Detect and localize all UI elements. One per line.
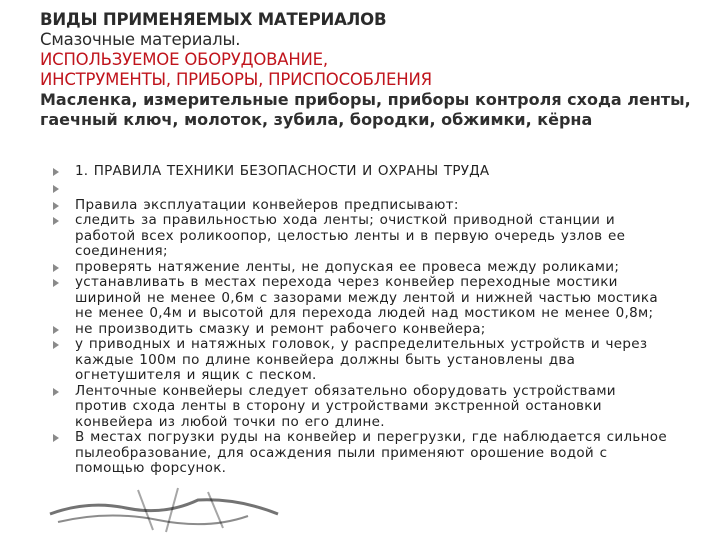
header-equipment: ИСПОЛЬЗУЕМОЕ ОБОРУДОВАНИЕ, (40, 50, 328, 69)
triangle-bullet-icon (53, 341, 59, 349)
triangle-bullet-icon (53, 326, 59, 334)
header-tools-list-line2: гаечный ключ, молоток, зубила, бородки, обжимки, кёрна (40, 110, 593, 129)
list-item-text: проверять натяжение ленты, не допуская ее провеса между роликами; (75, 258, 620, 275)
list-item (53, 260, 673, 276)
list-item (53, 430, 673, 477)
list-item-text: В местах погрузки руды на конвейер и перегрузки, где наблюдается сильное пылеобразование, для осаждения пыли применяют орошение водой с помощью форсунок. (75, 429, 667, 476)
list-item-text: следить за правильностью хода ленты; очисткой приводной станции и работой всех роликоопор, целостью ленты и в первую очередь узлов ее соединения; (75, 212, 626, 259)
list-item-text: 1. ПРАВИЛА ТЕХНИКИ БЕЗОПАСНОСТИ И ОХРАНЫ ТРУДА (75, 163, 490, 179)
triangle-bullet-icon (53, 388, 59, 396)
triangle-bullet-icon (53, 434, 59, 442)
list-item (53, 275, 673, 322)
list-item (53, 322, 673, 338)
list-item (53, 337, 673, 384)
list-item-section-title (53, 164, 673, 180)
list-item-text: у приводных и натяжных головок, у распределительных устройств и через каждые 100м по длине конвейера должны быть установлены два огнетушителя и ящик с песком. (75, 336, 648, 383)
triangle-bullet-icon (53, 264, 59, 272)
triangle-bullet-icon (53, 185, 59, 193)
triangle-bullet-icon (53, 217, 59, 225)
triangle-bullet-icon (53, 202, 59, 210)
list-item-text: Ленточные конвейеры следует обязательно оборудовать устройствами против схода ленты в сторону и устройствами экстренной остановки конвейера из любой точки по его длине. (75, 382, 616, 430)
list-item (53, 384, 673, 431)
triangle-bullet-icon (53, 279, 59, 287)
list-item-text: не производить смазку и ремонт рабочего конвейера; (75, 320, 486, 337)
list-item-text: устанавливать в местах перехода через конвейер переходные мостики шириной не менее 0,6м с зазорами между лентой и нижней частью мостика не менее 0,4м и высотой для перехода людей над мостиком не менее 0,8м; (75, 274, 658, 321)
rules-list (53, 164, 673, 477)
triangle-bullet-icon (53, 168, 59, 176)
list-item-text: Правила эксплуатации конвейеров предписывают: (75, 196, 459, 213)
header-tools: ИНСТРУМЕНТЫ, ПРИБОРЫ, ПРИСПОСОБЛЕНИЯ (40, 70, 432, 89)
list-item-empty (53, 181, 673, 198)
header-lubricants: Смазочные материалы. (40, 30, 241, 49)
list-item (53, 198, 673, 214)
slide-header (40, 10, 710, 130)
header-title-materials: ВИДЫ ПРИМЕНЯЕМЫХ МАТЕРИАЛОВ (40, 10, 387, 29)
list-item (53, 213, 673, 260)
stain-artifact (48, 470, 298, 540)
header-tools-list-line1: Масленка, измерительные приборы, приборы контроля схода ленты, (40, 90, 691, 109)
